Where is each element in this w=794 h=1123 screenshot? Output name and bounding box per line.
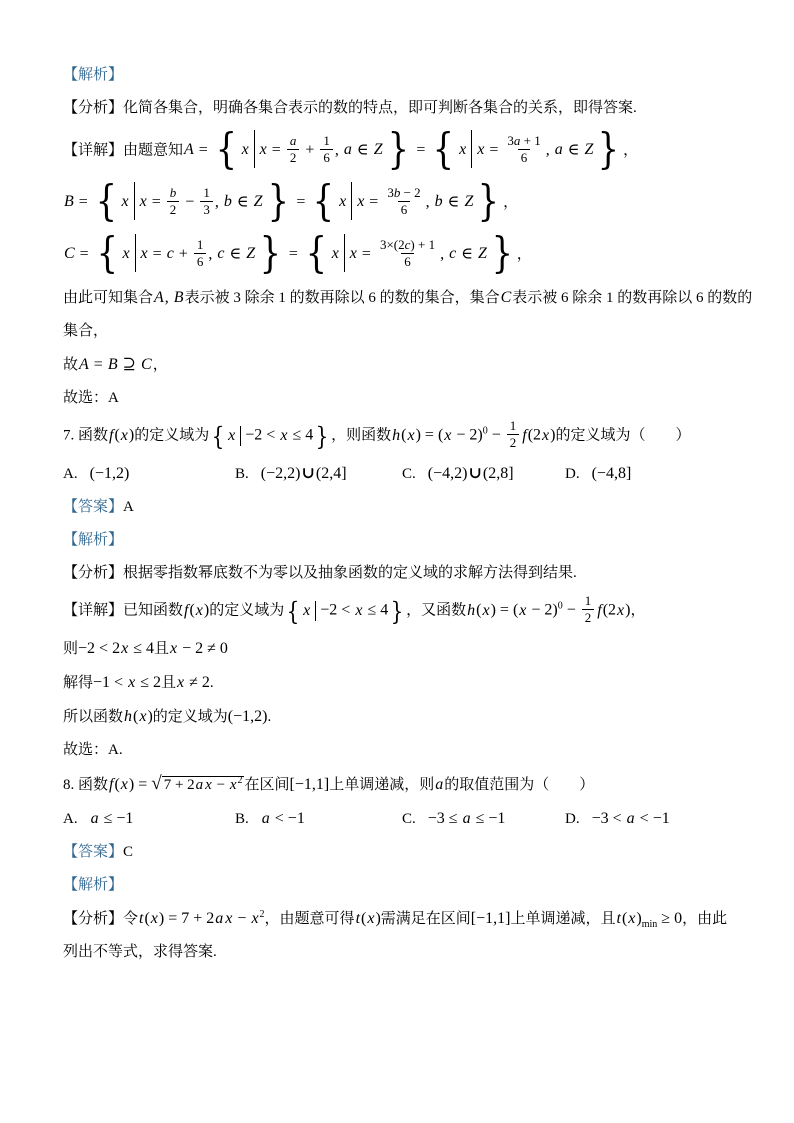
text-run: 解得	[63, 675, 94, 692]
text-run: 【详解】已知函数	[63, 602, 184, 619]
math-run: h(x) = (x − 2)	[392, 426, 483, 444]
math-run: B =	[64, 193, 88, 211]
option-label: C.	[402, 466, 416, 483]
right-brace: }	[259, 228, 282, 277]
left-brace: {	[313, 176, 335, 225]
text-run: ，由题意可得	[264, 911, 355, 928]
left-brace: {	[215, 124, 237, 173]
text-run: 集合，	[63, 323, 109, 339]
math-run: (−1,2)	[227, 708, 268, 726]
text-run: .	[267, 709, 272, 726]
math-run: x	[228, 426, 236, 444]
radicand: 7 + 2a $x - x^2$	[163, 775, 243, 794]
text-run: 表示被 6 除余 1 的数再除以 6 的数的	[512, 290, 753, 306]
math-run: x =	[477, 141, 499, 159]
math-run: x	[241, 141, 249, 159]
math-run: −3 ≤ a ≤ −1	[427, 810, 506, 828]
q8-stem	[63, 772, 754, 797]
math-run: h(x)	[124, 708, 153, 726]
right-brace: }	[390, 596, 404, 626]
text-run: 列出不等式，求得答案.	[63, 944, 217, 961]
math-run: (−1,2)	[89, 465, 130, 483]
text-run: 【分析】根据零指数幂底数不为零以及抽象函数的定义域的求解方法得到结果.	[63, 565, 577, 582]
text-run: 则	[63, 641, 79, 658]
text-run: ，	[623, 142, 639, 159]
q7-option-c	[402, 462, 565, 486]
text-run: 【详解】由题意知	[63, 142, 184, 159]
math-run: ≥ 0	[661, 910, 683, 928]
math-run: x	[331, 245, 339, 263]
text-run: 在区间	[244, 777, 290, 794]
math-run: f(x) =	[109, 776, 148, 794]
set-separator-bar	[134, 182, 135, 220]
superscript: 0	[557, 600, 563, 612]
math-run: A, B	[154, 289, 184, 306]
radical-sign: √	[151, 773, 162, 795]
math-run: x	[121, 193, 129, 211]
math-run: x =	[349, 245, 371, 263]
option-label: A.	[63, 811, 78, 828]
q6-choice	[63, 387, 754, 410]
section-label: 【解析】	[63, 532, 124, 549]
set-separator-bar	[254, 130, 255, 168]
q6-jiexi-label	[63, 64, 754, 87]
q6-conclusion-2	[63, 320, 754, 343]
fraction: $\frac{1}{2}$	[582, 593, 595, 625]
q8-option-d	[565, 807, 670, 831]
set-separator-bar	[344, 234, 345, 272]
math-run: , c ∈ Z	[440, 245, 487, 263]
q6-xiangjie-set-a	[63, 124, 754, 173]
text-run: 且	[153, 641, 169, 658]
fraction: $\frac{3a + 1}{6}$	[507, 132, 541, 165]
fraction: $\frac{1}{6}$	[194, 237, 207, 269]
math-run: −	[491, 426, 501, 444]
math-run: x =	[357, 193, 379, 211]
text-run: ，	[630, 602, 646, 619]
text-run: 的定义域为（ ）	[555, 427, 691, 444]
math-run: −	[185, 193, 195, 211]
text-run: 由此可知集合	[63, 290, 154, 306]
math-run: A =	[184, 141, 208, 159]
math-run: x = c +	[140, 245, 188, 263]
right-brace: }	[478, 176, 500, 225]
text-run: 上单调递减，且	[510, 911, 616, 928]
text-run: C	[123, 844, 134, 861]
math-run: −2 < x ≤ 4	[320, 601, 389, 619]
left-brace: {	[211, 421, 225, 451]
set-separator-bar	[240, 426, 241, 446]
math-run: f(2x)	[522, 426, 556, 444]
text-run: 【分析】令	[63, 911, 139, 928]
option-label: D.	[565, 811, 580, 828]
math-run: x	[303, 601, 311, 619]
math-run: =	[288, 245, 298, 263]
text-run: 上单调递减，则	[329, 777, 435, 794]
q8-fenxi-1	[63, 907, 754, 931]
fraction: $\frac{1}{3}$	[200, 185, 213, 217]
math-run: h(x) = (x − 2)	[467, 601, 558, 619]
q7-answer	[63, 496, 754, 519]
math-run: f(2x)	[597, 601, 631, 619]
q6-conclusion-1	[63, 286, 754, 310]
right-brace: }	[387, 124, 409, 173]
math-run: C	[500, 289, 512, 306]
set-separator-bar	[471, 130, 472, 168]
text-run: ，	[152, 357, 168, 373]
q6-set-b	[63, 176, 754, 225]
math-run: [−1,1]	[289, 776, 330, 794]
math-run: (−4,2)∪(2,8]	[427, 465, 514, 483]
math-run: , a ∈ Z	[545, 141, 594, 159]
math-run: , a ∈ Z	[334, 141, 383, 159]
text-run: ，由此	[682, 911, 728, 928]
math-run: f(x)	[184, 601, 210, 619]
q7-step-3	[63, 705, 754, 729]
text-run: 表示被 3 除余 1 的数再除以 6 的数的集合，集合	[184, 290, 500, 306]
math-run: =	[296, 193, 306, 211]
set-separator-bar	[315, 601, 316, 621]
math-run: a	[435, 776, 444, 794]
math-run: x ≠ 2	[176, 674, 210, 692]
q8-jiexi-label	[63, 874, 754, 897]
q8-option-b	[235, 807, 402, 831]
text-run: A	[123, 499, 134, 516]
text-run: ，	[516, 246, 532, 263]
text-run: ，则函数	[331, 427, 392, 444]
math-run: −	[566, 601, 576, 619]
fraction: $\frac{3\times(2c) + 1}{6}$	[379, 236, 436, 269]
text-run: 【分析】化简各集合，明确各集合表示的数的特点，即可判断各集合的关系，即得答案.	[63, 100, 637, 116]
math-run: , b ∈ Z	[425, 193, 474, 211]
text-run: 的定义域为	[134, 427, 210, 444]
math-run: −2 < 2x ≤ 4	[78, 640, 154, 658]
math-run: A = B ⊇ C	[79, 356, 152, 373]
math-run: x	[122, 245, 130, 263]
math-run: x − 2 ≠ 0	[169, 640, 228, 658]
math-run: +	[305, 141, 315, 159]
math-run: −2 < x ≤ 4	[245, 426, 314, 444]
fraction: $\frac{a}{2}$	[287, 133, 300, 165]
math-run: =	[416, 141, 426, 159]
right-brace: }	[315, 421, 329, 451]
fraction: $\frac{3b - 2}{6}$	[387, 184, 421, 217]
q8-option-a	[63, 807, 235, 831]
text-run: 的定义域为	[209, 602, 285, 619]
set-separator-bar	[135, 234, 136, 272]
text-run: 故	[63, 357, 79, 373]
math-run: x	[459, 141, 467, 159]
text-run: .	[209, 675, 214, 692]
q6-fenxi	[63, 97, 754, 120]
option-label: C.	[402, 811, 416, 828]
fraction: $\frac{1}{2}$	[507, 418, 520, 450]
math-run: [−1,1]	[470, 910, 511, 928]
q8-option-c	[402, 807, 565, 831]
math-run: (−2,2)∪(2,4]	[260, 465, 347, 483]
q8-answer	[63, 841, 754, 864]
q7-jiexi-label	[63, 529, 754, 552]
text-run: 8. 函数	[63, 777, 109, 794]
q6-set-c	[63, 228, 754, 277]
section-label: 【答案】	[63, 499, 124, 516]
q7-stem	[63, 420, 754, 452]
option-label: B.	[235, 811, 249, 828]
math-run: a < −1	[261, 810, 305, 828]
text-run: ，又函数	[406, 602, 467, 619]
left-brace: {	[305, 228, 328, 277]
math-run: (−4,8]	[591, 465, 632, 483]
q7-option-d	[565, 462, 631, 486]
superscript: 2	[259, 909, 265, 921]
math-run: x =	[139, 193, 161, 211]
q7-xiangjie	[63, 595, 754, 627]
text-run: 所以函数	[63, 709, 124, 726]
subscript: min	[641, 919, 658, 931]
q7-fenxi	[63, 562, 754, 585]
math-run: , c ∈ Z	[208, 245, 256, 263]
option-label: A.	[63, 466, 78, 483]
text-run: 的取值范围为（ ）	[444, 777, 595, 794]
text-run: 且	[160, 675, 176, 692]
radical	[151, 772, 244, 797]
q8-fenxi-2	[63, 941, 754, 964]
math-run: , b ∈ Z	[214, 193, 263, 211]
section-label: 【答案】	[63, 844, 124, 861]
text-run: 7. 函数	[63, 427, 109, 444]
right-brace: }	[598, 124, 620, 173]
math-run: t(x)	[355, 910, 381, 928]
q7-options	[63, 462, 754, 486]
math-run: t(x)	[616, 910, 642, 928]
section-label: 【解析】	[63, 877, 124, 894]
q6-relation	[63, 353, 754, 377]
q8-options	[63, 807, 754, 831]
right-brace: }	[491, 228, 514, 277]
math-run: −3 < a < −1	[591, 810, 670, 828]
q7-choice	[63, 739, 754, 762]
set-separator-bar	[351, 182, 352, 220]
left-brace: {	[95, 176, 117, 225]
q7-step-2	[63, 671, 754, 695]
right-brace: }	[267, 176, 289, 225]
left-brace: {	[286, 596, 300, 626]
math-run: a ≤ −1	[90, 810, 134, 828]
fraction: $\frac{1}{6}$	[320, 133, 333, 165]
math-run: t(x) = 7 + 2a x − x	[139, 910, 259, 928]
math-run: −1 < x ≤ 2	[93, 674, 161, 692]
text-run: 故选：A.	[63, 742, 123, 759]
superscript: 0	[482, 425, 488, 437]
math-run: x	[339, 193, 347, 211]
fraction: $\frac{b}{2}$	[167, 185, 180, 217]
text-run: 需满足在区间	[380, 911, 471, 928]
math-run: C =	[64, 245, 89, 263]
option-label: D.	[565, 466, 580, 483]
math-run: f(x)	[109, 426, 135, 444]
text-run: 故选：A	[63, 390, 119, 406]
left-brace: {	[96, 228, 118, 277]
math-run: x =	[259, 141, 281, 159]
q7-step-1	[63, 637, 754, 661]
q7-option-a	[63, 462, 235, 486]
text-run: 的定义域为	[152, 709, 228, 726]
section-label: 【解析】	[63, 67, 124, 83]
left-brace: {	[433, 124, 455, 173]
option-label: B.	[235, 466, 249, 483]
superscript: 2	[237, 775, 243, 787]
q7-option-b	[235, 462, 402, 486]
text-run: ，	[503, 194, 519, 211]
